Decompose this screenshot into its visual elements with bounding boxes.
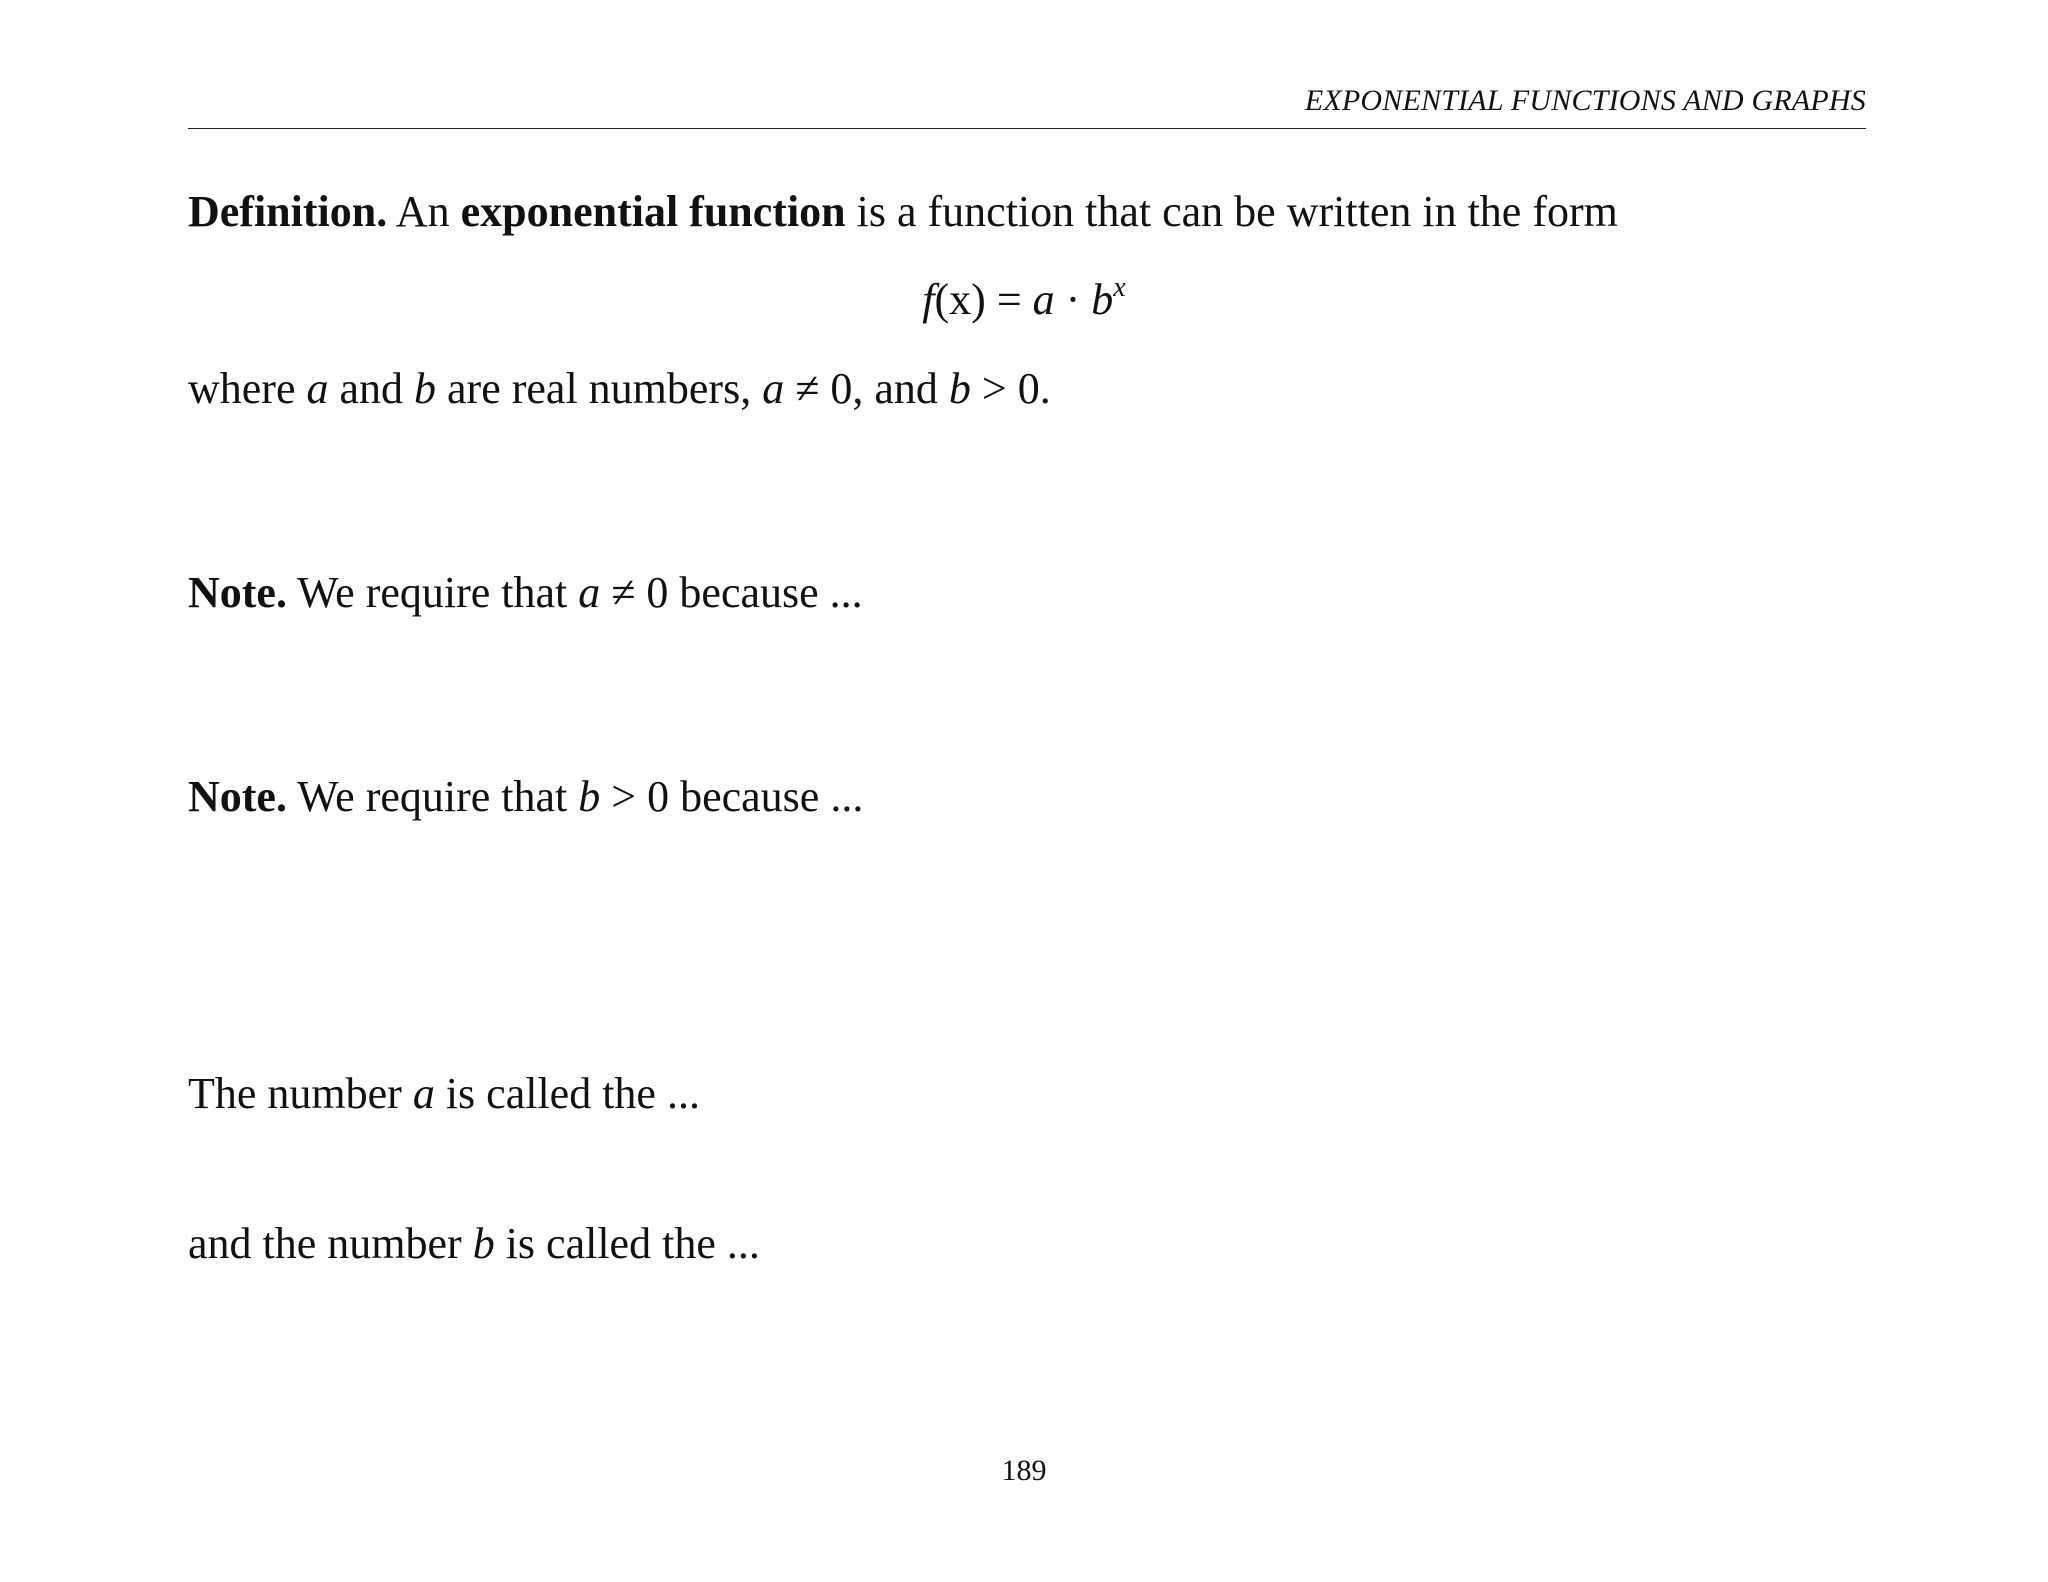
running-title: EXPONENTIAL FUNCTIONS AND GRAPHS [1304, 84, 1866, 117]
body-text: is called the ... [434, 1069, 700, 1118]
where-text: are real numbers, [436, 364, 763, 413]
var-a: a [578, 568, 601, 617]
body-text: and the number [188, 1219, 473, 1268]
formula-exponent: x [1113, 272, 1126, 303]
definition-paragraph [188, 187, 1618, 236]
page-header [188, 84, 1866, 129]
formula-b: b [1091, 275, 1114, 324]
var-a: a [762, 364, 785, 413]
definition-label: Definition. [188, 187, 388, 236]
where-line [188, 364, 1051, 413]
number-a-line [188, 1069, 700, 1118]
body-text: The number [188, 1069, 413, 1118]
body-text: is called the ... [494, 1219, 760, 1268]
page-number: 189 [1001, 1454, 1047, 1487]
where-text: where [188, 364, 307, 413]
note-text: We require that [286, 772, 579, 821]
formula-argument: (x) [934, 275, 986, 324]
note-label: Note. [188, 568, 287, 617]
where-text: > 0. [970, 364, 1051, 413]
formula-a: a [1032, 275, 1055, 324]
display-formula [0, 272, 2048, 324]
where-text: and [328, 364, 415, 413]
formula-equals: = [985, 275, 1033, 324]
formula-function-name: f [922, 275, 935, 324]
note-text: > 0 because ... [600, 772, 864, 821]
var-b: b [472, 1219, 495, 1268]
note-label: Note. [188, 772, 287, 821]
var-b: b [948, 364, 971, 413]
var-b: b [414, 364, 437, 413]
where-text: ≠ 0, and [784, 364, 949, 413]
note-text: ≠ 0 because ... [600, 568, 863, 617]
definition-text: is a function that can be written in the form [845, 187, 1618, 236]
note-b [188, 772, 864, 821]
formula-dot: · [1054, 275, 1092, 324]
var-a: a [306, 364, 329, 413]
note-a [188, 568, 863, 617]
defined-term: exponential function [460, 187, 846, 236]
var-b: b [578, 772, 601, 821]
definition-text: An [387, 187, 461, 236]
var-a: a [412, 1069, 435, 1118]
note-text: We require that [286, 568, 579, 617]
number-b-line [188, 1219, 760, 1268]
